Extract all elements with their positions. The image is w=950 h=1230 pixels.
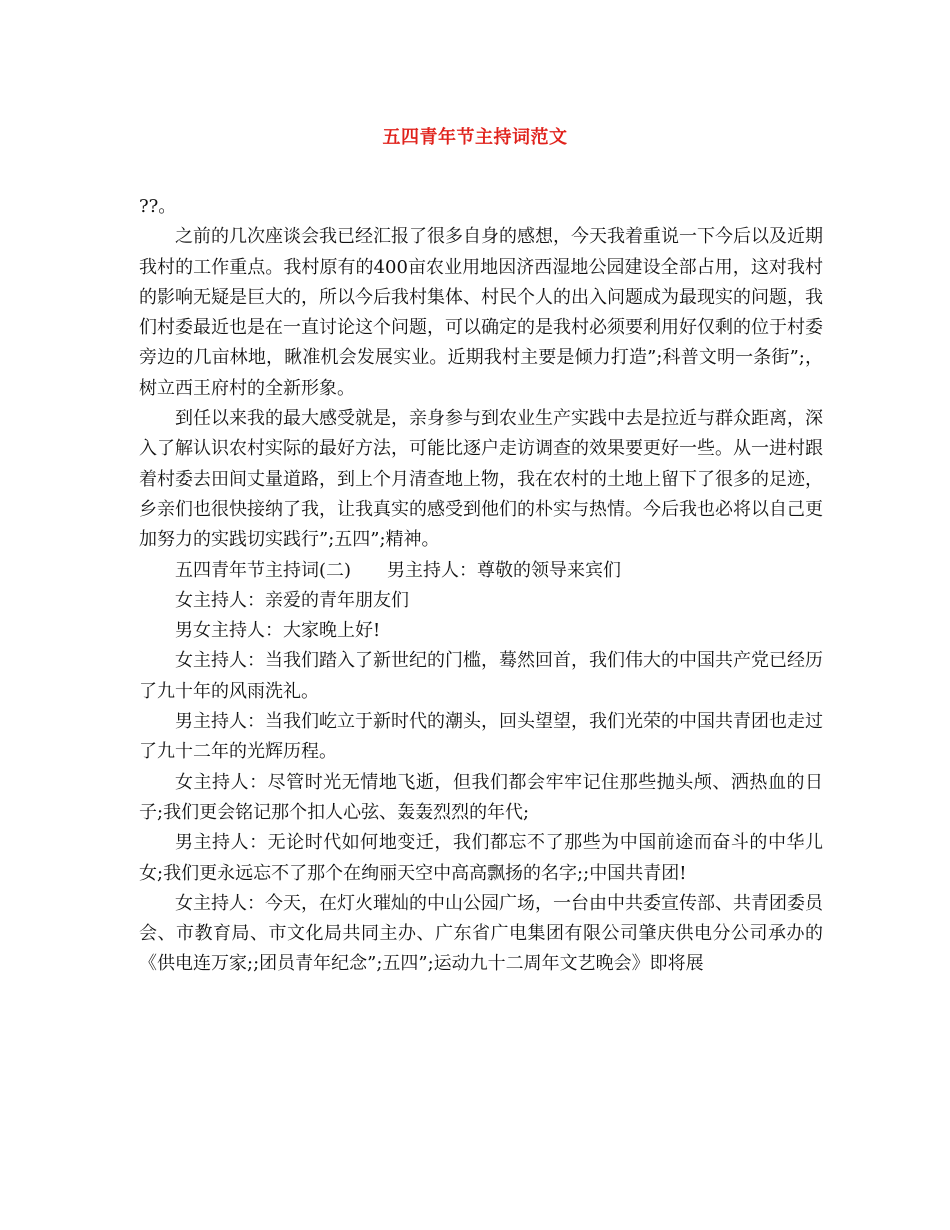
paragraph: 女主持人：亲爱的青年朋友们 bbox=[175, 589, 409, 611]
paragraph: ??。 bbox=[139, 196, 177, 217]
paragraph: 女主持人：尽管时光无情地飞逝，但我们都会牢牢记住那些抛头颅、洒热血的日子;我们更会铭记那个扣人心弦、轰轰烈烈的年代; bbox=[139, 771, 823, 823]
paragraph: 五四青年节主持词(二) 男主持人：尊敬的领导来宾们 bbox=[175, 559, 622, 581]
paragraph: 之前的几次座谈会我已经汇报了很多自身的感想，今天我着重说一下今后以及近期我村的工作重点。我村原有的400亩农业用地因济西湿地公园建设全部占用，这对我村的影响无疑是巨大的，所以今后我村集体、村民个人的出入问题成为最现实的问题，我们村委最近也是在一直讨论这个问题，可以确定的是我村必须要利用好仅剩的位于村委旁边的几亩林地，瞅准机会发展实业。近期我村主要是倾力打造”;科普文明一条街”;，树立西王府村的全新形象。 bbox=[139, 226, 823, 399]
paragraph: 男主持人：无论时代如何地变迁，我们都忘不了那些为中国前途而奋斗的中华儿女;我们更永远忘不了那个在绚丽天空中高高飘扬的名字;;中国共青团! bbox=[139, 832, 823, 884]
document-title: 五四青年节主持词范文 bbox=[382, 127, 568, 148]
paragraph: 女主持人：当我们踏入了新世纪的门槛，蓦然回首，我们伟大的中国共产党已经历了九十年的风雨洗礼。 bbox=[139, 650, 823, 702]
paragraph: 到任以来我的最大感受就是，亲身参与到农业生产实践中去是拉近与群众距离，深入了解认识农村实际的最好方法，可能比逐户走访调查的效果要更好一些。从一进村跟着村委去田间丈量道路，到上个月清查地上物，我在农村的土地上留下了很多的足迹，乡亲们也很快接纳了我，让我真实的感受到他们的朴实与热情。今后我也必将以自己更加努力的实践切实践行”;五四”;精神。 bbox=[139, 408, 823, 551]
paragraph: 女主持人：今天，在灯火璀灿的中山公园广场，一台由中共委宣传部、共青团委员会、市教育局、市文化局共同主办、广东省广电集团有限公司肇庆供电分公司承办的《供电连万家;;团员青年纪念”;五四”;运动九十二周年文艺晚会》即将展 bbox=[139, 892, 823, 975]
paragraph: 男主持人：当我们屹立于新时代的潮头，回头望望，我们光荣的中国共青团也走过了九十二年的光辉历程。 bbox=[139, 711, 823, 763]
paragraph: 男女主持人：大家晚上好! bbox=[175, 620, 381, 642]
document-body bbox=[139, 192, 823, 980]
